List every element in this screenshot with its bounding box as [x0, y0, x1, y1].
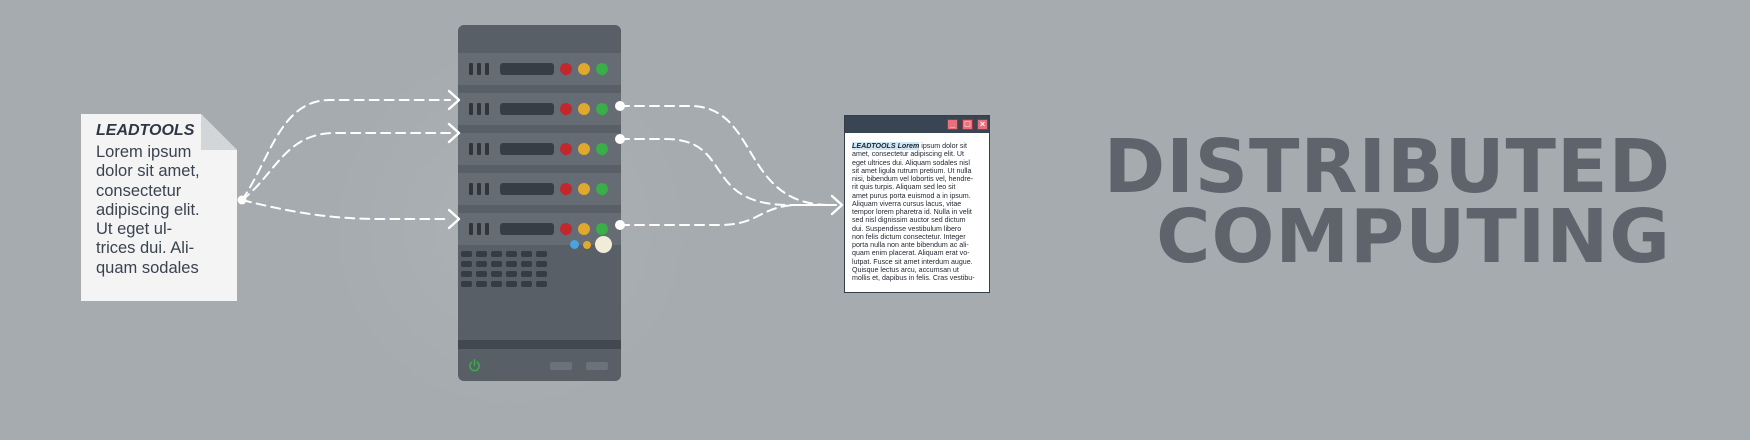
title-line-2: COMPUTING: [1156, 194, 1671, 280]
output-line: amet, consectetur adipiscing elit. Ut: [852, 150, 964, 159]
output-line: amet purus porta euismod a in ipsum.: [852, 191, 971, 200]
source-node-dot: [238, 196, 247, 205]
output-node-dot: [615, 101, 625, 111]
output-flow-line: [620, 205, 836, 225]
output-line: nisi, bibendum vel lobortis vel, hendre-: [852, 175, 974, 183]
output-line: sed nisl dignissim auctor sed dictum: [852, 216, 966, 225]
output-line: sit amet ligula rutrum pretium. Ut nulla: [852, 166, 972, 175]
output-line: rit quis turpis. Aliquam sed leo sit: [852, 183, 956, 192]
highlighted-text: LEADTOOLS Lorem: [852, 142, 920, 150]
title-line-1: DISTRIBUTED: [1103, 124, 1671, 210]
output-line: Aliquam viverra cursus lacus, vitae: [852, 199, 962, 208]
maximize-icon: □: [962, 119, 973, 130]
output-line: mollis et, dapibus in felis. Cras vestibu-: [852, 274, 975, 282]
output-line: dui. Suspendisse vestibulum libero: [852, 224, 962, 233]
output-flow-line: [620, 106, 836, 205]
input-flow-line: [242, 200, 450, 219]
source-document-line: adipiscing elit.: [96, 200, 200, 219]
source-document-line: trices dui. Ali-: [96, 239, 195, 258]
output-line: non felis dictum consectetur. Integer: [852, 232, 966, 241]
output-line: quam enim placerat. Aliquam erat vo-: [852, 249, 970, 258]
source-document-line: consectetur: [96, 181, 182, 200]
source-document-line: quam sodales: [96, 258, 199, 277]
source-document-title: LEADTOOLS: [96, 122, 195, 139]
input-flow-line: [242, 100, 450, 200]
source-document-line: Ut eget ul-: [96, 220, 173, 239]
output-line-rest: ipsum dolor sit: [919, 142, 967, 150]
page-title: [1103, 124, 1671, 280]
output-line: tempor lorem pharetra id. Nulla in velit: [852, 208, 972, 216]
output-line: Quisque lectus arcu, accumsan ut: [852, 265, 959, 274]
output-line: lutpat. Fusce sit amet interdum augue.: [852, 257, 973, 266]
output-node-dot: [615, 220, 625, 230]
output-line: porta nulla non ante bibendum ac ali-: [852, 241, 969, 249]
output-flow-line: [620, 139, 836, 205]
output-line: eget ultrices dui. Aliquam sodales nisl: [852, 158, 970, 167]
minimize-icon: _: [947, 119, 958, 130]
source-document-line: Lorem ipsum: [96, 143, 192, 161]
source-document-line: dolor sit amet,: [96, 162, 200, 181]
output-node-dot: [615, 134, 625, 144]
arrow-head-icon: [449, 210, 459, 228]
close-icon: ×: [977, 119, 988, 130]
